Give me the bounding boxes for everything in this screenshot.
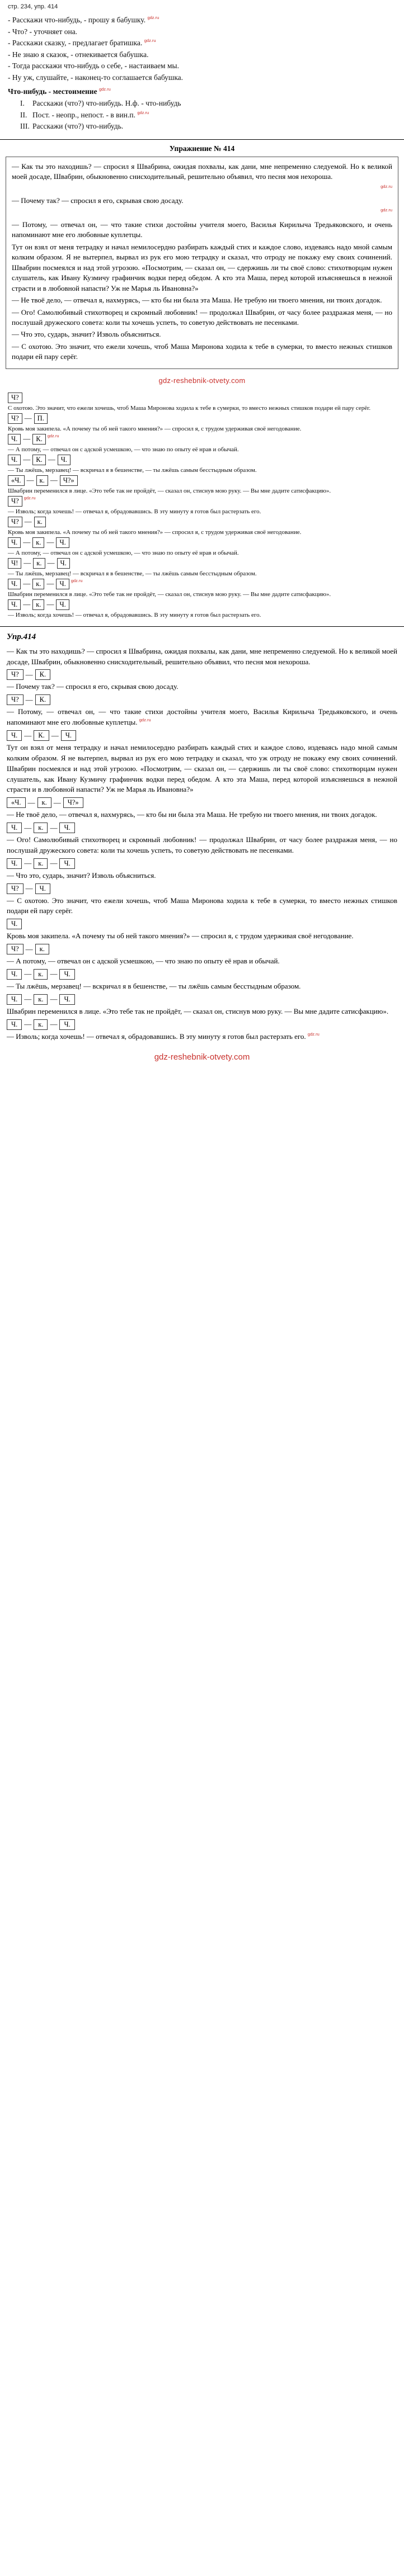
scheme-dash: —: [26, 476, 34, 485]
watermark-text: gdz.ru: [24, 495, 36, 500]
scheme-dash: —: [50, 823, 58, 832]
scheme-dash: —: [46, 538, 54, 547]
solution-paragraph: — Почему так? — спросил я его, скрывая свою досаду.: [7, 682, 178, 691]
scheme-box: к.: [37, 797, 51, 808]
solution-paragraph: — Не твоё дело, — отвечал я, нахмурясь, — кто бы ни была эта Маша. Не требую ни твоего мнения, ни твоих догадок.: [7, 810, 377, 819]
solution-title: Упр.414: [7, 632, 36, 641]
scheme-row: [8, 393, 396, 403]
scheme-box: к.: [35, 944, 49, 954]
scheme-box: Ч.: [56, 537, 69, 548]
scheme-dash: —: [50, 476, 58, 485]
scheme-box: Ч.: [7, 858, 22, 869]
scheme-note: — А потому, — отвечал он с адской усмешкою, — что знаю по опыту её нрав и обычай.: [8, 446, 239, 453]
scheme-dash: —: [25, 695, 33, 704]
solution-paragraph: — Ого! Самолюбивый стихотворец и скромный любовник! — продолжал Швабрин, от часу более раздражая меня, — но послушай дружеского совета: коли ты хочешь успеть, то советую действовать не песенками.: [7, 835, 397, 854]
scheme-dash: —: [24, 970, 32, 979]
scheme-row: [7, 994, 397, 1005]
scheme-box: к.: [34, 823, 48, 833]
scheme-row: [7, 969, 397, 980]
scheme-dash: —: [23, 434, 31, 443]
divider: [0, 626, 404, 627]
scheme-box: Ч?: [8, 517, 22, 527]
scheme-row: [7, 823, 397, 833]
solution-paragraph: — Как ты это находишь? — спросил я Швабрина, ожидая похвалы, как дани, мне непременно следуемой. Но к великой моей досаде, Швабрин, обыкновенно снисходительный, решительно объявил, что песня моя нехороша.: [7, 646, 397, 666]
scheme-box: Ч.: [8, 434, 21, 445]
solution-paragraph: — Потому, — отвечал он, — что такие стихи достойны учителя моего, Василья Кирилыча Тредьяковского, и очень напоминают мне его любовные куплетцы. gdz.ru: [7, 707, 397, 727]
solution-paragraph: Швабрин переменился в лице. «Это тебе так не пройдёт, — сказал он, стиснув мою руку. — Вы мне дадите сатисфакцию».: [7, 1006, 389, 1015]
watermark-text: gdz.ru: [47, 433, 59, 438]
scheme-row: [7, 669, 397, 680]
footer-site-banner: gdz-reshebnik-otvety.com: [154, 1052, 250, 1062]
morph-item: III. Расскажи (что?) что-нибудь.: [20, 122, 124, 131]
scheme-dash: —: [23, 600, 31, 609]
scheme-box: Ч.: [7, 994, 22, 1005]
scheme-row: [8, 413, 396, 424]
scheme-box: Ч.: [7, 823, 22, 833]
exercise-paragraph: — Ого! Самолюбивый стихотворец и скромный любовник! — продолжал Швабрин, от часу более раздражая меня, — но послушай дружеского совета: коли ты хочешь успеть, то советую действовать не песенками.: [12, 308, 392, 327]
scheme-box: «Ч.: [7, 797, 26, 808]
scheme-box: Ч.: [35, 883, 50, 894]
scheme-row: [8, 537, 396, 548]
scheme-box: Ч?: [7, 694, 24, 705]
solution-paragraph: Тут он взял от меня тетрадку и начал немилосердно разбирать каждый стих и каждое слово, издеваясь надо мной самым колким образом. Я не вытерпел, вырвал из рук его мою тетрадку и сказал, что уж отроду не покажу ему своих сочинений. Швабрин посмеялся и над этой угрозою. «Посмотрим, — сказал он, — сдержишь ли ты своё слово: стихотворцам нужен слушатель, как Ивану Кузмичу графинчик водки перед обедом. А кто эта Маша, перед которой изъясняешься в нежной страсти и в любовной напасти? Уж не Марья ль Ивановна?»: [7, 743, 397, 794]
scheme-note: Швабрин переменился в лице. «Это тебе так не пройдёт, — сказал он, стиснув мою руку. — Вы мне дадите сатисфакцию».: [8, 487, 331, 494]
scheme-box: Ч.: [57, 558, 70, 569]
scheme-dash: —: [24, 823, 32, 832]
scheme-dash: —: [24, 995, 32, 1004]
scheme-box: Ч?: [7, 944, 24, 954]
site-banner: gdz-reshebnik-otvety.com: [158, 376, 246, 385]
scheme-row: [7, 694, 397, 705]
scheme-dash: —: [24, 731, 32, 740]
page-reference: стр. 234, упр. 414: [8, 3, 58, 10]
scheme-dash: —: [24, 414, 32, 423]
scheme-box: Ч.: [8, 579, 21, 589]
scheme-note: — А потому, — отвечал он с адской усмешкою, — что знаю по опыту её нрав и обычай.: [8, 549, 239, 556]
scheme-row: [7, 944, 397, 954]
scheme-row: [7, 919, 397, 929]
document-page: [0, 0, 404, 1072]
exercise-paragraph: — Не твоё дело, — отвечал я, нахмурясь, — кто бы ни была эта Маша. Не требую ни твоего мнения, ни твоих догадок.: [12, 296, 382, 305]
scheme-box: к.: [32, 579, 44, 589]
scheme-note: С охотою. Это значит, что ежели хочешь, чтоб Маша Миронова ходила к тебе в сумерки, то вместо нежных стишков подари ей пару серёг.: [8, 404, 371, 412]
scheme-note: — Ты лжёшь, мерзавец! — вскричал я в бешенстве, — ты лжёшь самым бесстыдным образом.: [8, 570, 257, 577]
scheme-box: Ч.: [7, 1019, 22, 1030]
watermark-text: gdz.ru: [139, 717, 151, 723]
scheme-analysis-block: [0, 387, 404, 623]
scheme-row: [8, 496, 396, 507]
scheme-dash: —: [47, 559, 55, 568]
scheme-box: Ч.: [59, 858, 74, 869]
scheme-dash: —: [48, 455, 55, 464]
dialog-line: - Тогда расскажи что-нибудь о себе, - настаиваем мы.: [8, 62, 179, 70]
watermark-text: gdz.ru: [137, 110, 149, 115]
exercise-paragraph: — Почему так? — спросил я его, скрывая свою досаду.: [12, 196, 184, 205]
scheme-dash: —: [23, 455, 31, 464]
watermark-text: gdz.ru: [380, 183, 392, 189]
scheme-box: Ч.: [59, 994, 74, 1005]
dialog-line: - Что? - уточняет она.: [8, 27, 78, 36]
exercise-paragraph: — Что это, сударь, значит? Изволь объясниться.: [12, 330, 161, 339]
scheme-row: [8, 434, 396, 445]
watermark-text: gdz.ru: [307, 1031, 320, 1037]
scheme-box: Ч?: [7, 669, 24, 680]
solution-paragraph: — А потому, — отвечал он с адской усмешкою, — что знаю по опыту её нрав и обычай.: [7, 957, 280, 966]
solution-paragraph: — Ты лжёшь, мерзавец! — вскричал я в бешенстве, — ты лжёшь самым бесстыдным образом.: [7, 981, 301, 990]
scheme-box: Ч.: [56, 599, 69, 610]
scheme-box: к.: [36, 475, 48, 486]
exercise-paragraph: — Потому, — отвечал он, — что такие стихи достойны учителя моего, Василья Кирилыча Тредьяковского, и очень напоминают мне его любовные куплетцы.: [12, 220, 392, 239]
scheme-box: П.: [34, 413, 48, 424]
scheme-box: к.: [32, 537, 44, 548]
scheme-box: Ч.: [7, 730, 22, 741]
exercise-paragraph: — Как ты это находишь? — спросил я Швабрина, ожидая похвалы, как дани, мне непременно следуемой. Но к великой моей досаде, Швабрин, обыкновенно снисходительный, решительно объявил, что песня моя нехороша.: [12, 162, 392, 181]
scheme-row: [8, 599, 396, 610]
scheme-box: К.: [35, 669, 50, 680]
scheme-row: [8, 558, 396, 569]
definition-heading: Что-нибудь - местоимение gdz.ru: [8, 87, 111, 96]
top-dialog-block: [0, 11, 404, 136]
scheme-box: к.: [33, 558, 45, 569]
scheme-box: Ч.: [58, 455, 71, 465]
scheme-box: К.: [35, 694, 50, 705]
scheme-box: Ч?: [8, 413, 22, 424]
scheme-dash: —: [50, 859, 58, 868]
scheme-box: Ч?: [8, 393, 22, 403]
dialog-line: - Расскажи сказку, - предлагает братишка. gdz.ru: [8, 38, 156, 48]
scheme-row: [7, 883, 397, 894]
scheme-dash: —: [46, 600, 54, 609]
scheme-dash: —: [46, 579, 54, 588]
scheme-dash: —: [24, 559, 31, 568]
morph-item: I. Расскажи (что?) что-нибудь. Н.ф. - что-нибудь: [20, 98, 181, 107]
scheme-dash: —: [50, 1020, 58, 1029]
scheme-box: Ч?»: [63, 797, 83, 808]
scheme-box: К.: [32, 434, 45, 445]
solution-paragraph: — Что это, сударь, значит? Изволь объясниться.: [7, 871, 156, 880]
scheme-note: — Ты лжёшь, мерзавец! — вскричал я в бешенстве, — ты лжёшь самым бесстыдным образом.: [8, 466, 257, 474]
scheme-dash: —: [53, 798, 61, 807]
watermark-text: gdz.ru: [71, 578, 83, 583]
scheme-row: [8, 579, 396, 589]
scheme-box: к.: [34, 517, 46, 527]
solution-paragraph: Кровь моя закипела. «А почему ты об ней такого мнения?» — спросил я, с трудом удерживая своё негодование.: [7, 932, 354, 940]
scheme-note: — Изволь; когда хочешь! — отвечал я, обрадовавшись. В эту минуту я готов был растерзать его.: [8, 508, 261, 515]
scheme-dash: —: [25, 944, 33, 953]
scheme-dash: —: [24, 1020, 32, 1029]
morph-item: II. Пост. - неопр., непост. - в вин.п. gdz.ru: [20, 110, 149, 119]
scheme-box: Ч.: [7, 919, 22, 929]
scheme-dash: —: [23, 538, 31, 547]
solution-paragraph: — С охотою. Это значит, что ежели хочешь, чтоб Маша Миронова ходила к тебе в сумерки, то вместо нежных стишков подари ей пару серёг.: [7, 896, 397, 915]
scheme-row: [8, 475, 396, 486]
scheme-dash: —: [50, 995, 58, 1004]
scheme-note: Кровь моя закипела. «А почему ты об ней такого мнения?» — спросил я, с трудом удерживая своё негодование.: [8, 528, 302, 536]
scheme-box: Ч.: [7, 969, 22, 980]
scheme-box: Ч.: [8, 455, 21, 465]
scheme-row: [7, 797, 397, 808]
scheme-box: Ч.: [59, 1019, 74, 1030]
scheme-row: [7, 730, 397, 741]
scheme-box: Ч?: [8, 496, 22, 507]
dialog-line: - Не знаю я сказок, - отнекивается бабушка.: [8, 50, 149, 59]
scheme-row: [7, 1019, 397, 1030]
exercise-title: Упражнение № 414: [169, 144, 235, 153]
scheme-box: к.: [34, 969, 48, 980]
solution-paragraph: — Изволь; когда хочешь! — отвечал я, обрадовавшись. В эту минуту я готов был растерзать его. gdz.ru: [7, 1031, 320, 1041]
scheme-dash: —: [23, 579, 31, 588]
scheme-box: Ч.: [8, 599, 21, 610]
scheme-dash: —: [51, 731, 59, 740]
scheme-box: Ч.: [8, 537, 21, 548]
scheme-box: Ч.: [59, 823, 74, 833]
exercise-paragraph: Тут он взял от меня тетрадку и начал немилосердно разбирать каждый стих и каждое слово, издеваясь надо мной самым колким образом. Я не вытерпел, вырвал из рук его мою тетрадку и сказал, что отроду не покажу ему своих сочинений. Швабрин посмеялся и над этой угрозою. «Посмотрим, — сказал он, — сдержишь ли ты своё слово: стихотворцам нужен слушатель, как Ивану Кузмичу графинчик водки перед обедом. А кто эта Маша, перед которой изъясняешься в нежной страсти и в любовной напасти? Уж не Марья ль Ивановна?»: [12, 242, 392, 292]
scheme-dash: —: [25, 884, 33, 893]
scheme-row: [8, 517, 396, 527]
scheme-box: Ч!: [8, 558, 21, 569]
scheme-dash: —: [25, 670, 33, 679]
scheme-box: Ч?»: [60, 475, 78, 486]
scheme-box: к.: [34, 1019, 48, 1030]
scheme-dash: —: [50, 970, 58, 979]
scheme-note: — Изволь; когда хочешь! — отвечал я, обрадовавшись. В эту минуту я готов был растерзать его.: [8, 611, 261, 618]
scheme-box: Ч.: [59, 969, 74, 980]
dialog-line: - Расскажи что-нибудь, - прошу я бабушку. gdz.ru: [8, 15, 159, 24]
scheme-dash: —: [27, 798, 35, 807]
scheme-row: [8, 455, 396, 465]
scheme-box: к.: [32, 599, 44, 610]
exercise-body-frame: [6, 157, 398, 369]
divider: [0, 139, 404, 140]
scheme-dash: —: [24, 517, 32, 526]
solution-block: [0, 646, 404, 1042]
scheme-row: [7, 858, 397, 869]
scheme-box: к.: [34, 858, 48, 869]
scheme-note: Кровь моя закипела. «А почему ты об ней такого мнения?» — спросил я, с трудом удерживая своё негодование.: [8, 425, 302, 432]
scheme-box: К.: [32, 455, 45, 465]
exercise-paragraph: — С охотою. Это значит, что ежели хочешь, чтоб Маша Миронова ходила к тебе в сумерки, то вместо нежных стишков подари ей пару серёг.: [12, 342, 392, 361]
dialog-line: - Ну уж, слушайте, - наконец-то соглашается бабушка.: [8, 73, 184, 82]
scheme-note: Швабрин переменился в лице. «Это тебе так не пройдёт, — сказал он, стиснув мою руку. — Вы мне дадите сатисфакцию».: [8, 590, 331, 598]
scheme-box: Ч.: [61, 730, 76, 741]
watermark-text: gdz.ru: [144, 38, 156, 44]
watermark-text: gdz.ru: [98, 87, 111, 92]
scheme-box: к.: [34, 994, 48, 1005]
watermark-text: gdz.ru: [380, 207, 392, 213]
scheme-box: «Ч.: [8, 475, 25, 486]
scheme-box: Ч?: [7, 883, 24, 894]
scheme-box: К.: [34, 730, 49, 741]
scheme-dash: —: [24, 859, 32, 868]
watermark-text: gdz.ru: [147, 15, 159, 20]
scheme-box: Ч.: [56, 579, 69, 589]
